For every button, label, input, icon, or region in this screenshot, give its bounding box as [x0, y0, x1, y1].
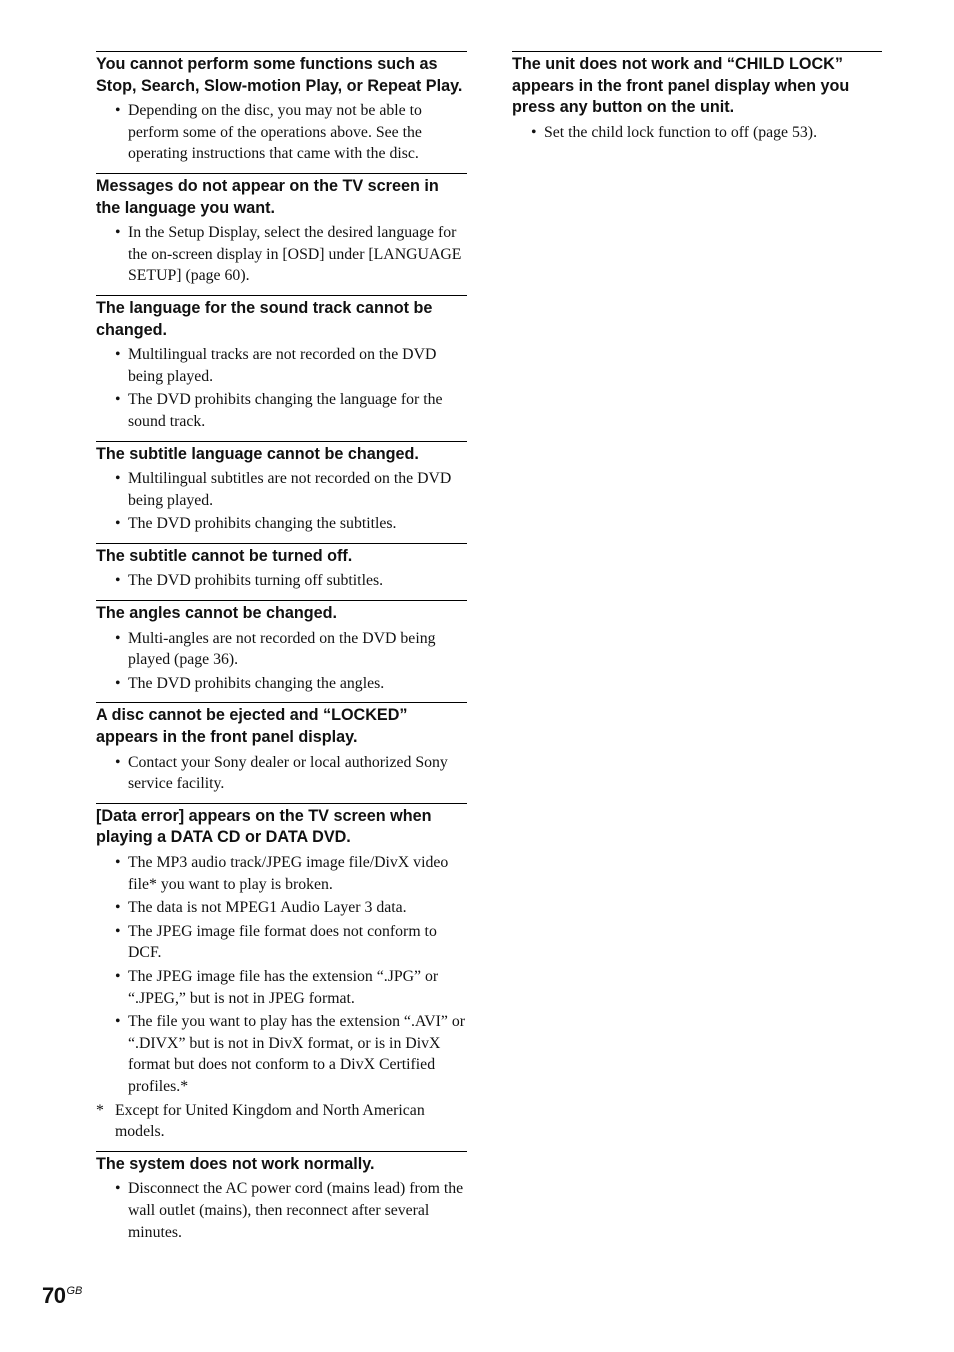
page-number	[42, 1283, 82, 1309]
region-code: GB	[66, 1285, 83, 1297]
left-column	[96, 51, 467, 1251]
right-column	[512, 51, 882, 151]
troubleshooting-section	[96, 173, 467, 287]
bullet-item: • The JPEG image file has the extension “.JPG” or “.JPEG,” but is not in JPEG format.	[96, 966, 467, 1009]
bullet-item: • The DVD prohibits changing the subtitles.	[96, 513, 467, 535]
bullet-list	[96, 570, 467, 592]
bullet-item: • Depending on the disc, you may not be able to perform some of the operations above. See the operating instructions that came with the disc.	[96, 100, 467, 165]
troubleshooting-section	[96, 702, 467, 794]
troubleshooting-section	[96, 543, 467, 592]
section-heading: Messages do not appear on the TV screen in the language you want.	[96, 176, 439, 217]
bullet-item: • Contact your Sony dealer or local authorized Sony service facility.	[96, 752, 467, 795]
section-heading: The subtitle cannot be turned off.	[96, 546, 353, 565]
section-heading: The language for the sound track cannot be changed.	[96, 298, 433, 339]
troubleshooting-section	[96, 295, 467, 433]
bullet-item: • The file you want to play has the extension “.AVI” or “.DIVX” but is not in DivX format, or is in DivX format but does not conform to a DivX Certified profiles.*	[96, 1011, 467, 1097]
troubleshooting-section	[96, 51, 467, 165]
bullet-item: • The DVD prohibits changing the angles.	[96, 673, 467, 695]
bullet-list	[96, 752, 467, 795]
troubleshooting-section	[96, 600, 467, 694]
section-heading: A disc cannot be ejected and “LOCKED” appears in the front panel display.	[96, 706, 408, 747]
section-heading: The unit does not work and “CHILD LOCK” appears in the front panel display when you press any button on the unit.	[512, 55, 850, 117]
section-heading: The system does not work normally.	[96, 1154, 375, 1173]
troubleshooting-section	[96, 803, 467, 1143]
bullet-item: • The MP3 audio track/JPEG image file/DivX video file* you want to play is broken.	[96, 852, 467, 895]
bullet-list	[512, 122, 882, 144]
section-heading: [Data error] appears on the TV screen when playing a DATA CD or DATA DVD.	[96, 806, 432, 847]
section-heading: The subtitle language cannot be changed.	[96, 444, 419, 463]
bullet-item: • The JPEG image file format does not conform to DCF.	[96, 921, 467, 964]
bullet-item: • Set the child lock function to off (page 53).	[512, 122, 882, 144]
bullet-item: • In the Setup Display, select the desired language for the on-screen display in [OSD] under [LANGUAGE SETUP] (page 60).	[96, 222, 467, 287]
bullet-item: • Multilingual subtitles are not recorded on the DVD being played.	[96, 468, 467, 511]
troubleshooting-section	[96, 1151, 467, 1243]
bullet-list	[96, 628, 467, 695]
bullet-list	[96, 222, 467, 287]
bullet-list	[96, 100, 467, 165]
bullet-list	[96, 1178, 467, 1243]
section-heading: The angles cannot be changed.	[96, 604, 338, 623]
footnote	[96, 1100, 467, 1143]
bullet-item: • The DVD prohibits changing the language for the sound track.	[96, 389, 467, 432]
footnote-text: Except for United Kingdom and North American models.	[115, 1101, 425, 1141]
footnote-mark: *	[96, 1101, 104, 1119]
bullet-list	[96, 344, 467, 432]
bullet-item: • Multilingual tracks are not recorded on the DVD being played.	[96, 344, 467, 387]
bullet-list	[96, 468, 467, 535]
bullet-list	[96, 852, 467, 1098]
section-heading: You cannot perform some functions such as Stop, Search, Slow-motion Play, or Repeat Play.	[96, 55, 463, 95]
bullet-item: • Multi-angles are not recorded on the DVD being played (page 36).	[96, 628, 467, 671]
troubleshooting-section	[512, 51, 882, 143]
bullet-item: • The data is not MPEG1 Audio Layer 3 data.	[96, 897, 467, 919]
bullet-item: • Disconnect the AC power cord (mains lead) from the wall outlet (mains), then reconnect after several minutes.	[96, 1178, 467, 1243]
bullet-item: • The DVD prohibits turning off subtitles.	[96, 570, 467, 592]
page-number-value: 70	[42, 1283, 66, 1308]
troubleshooting-section	[96, 441, 467, 535]
